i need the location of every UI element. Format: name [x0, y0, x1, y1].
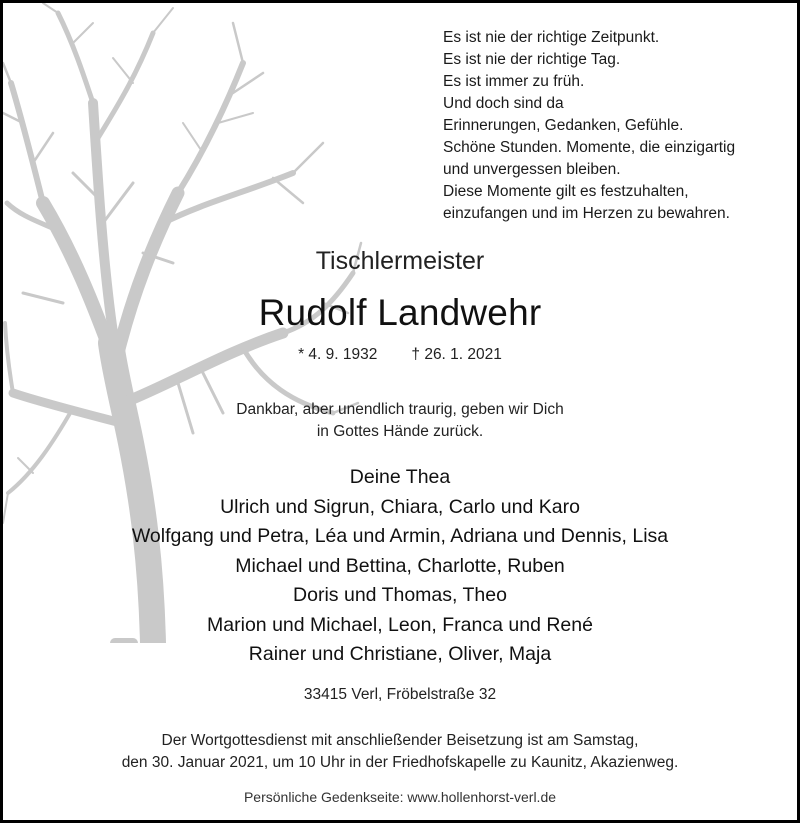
family-list: [3, 463, 797, 670]
poem-line: und unvergessen bleiben.: [443, 161, 621, 178]
service-line: Der Wortgottesdienst mit anschließender Beisetzung ist am Samstag,: [161, 732, 639, 749]
service-line: den 30. Januar 2021, um 10 Uhr in der Friedhofskapelle zu Kaunitz, Akazienweg.: [121, 754, 679, 771]
family-line: Michael und Bettina, Charlotte, Ruben: [235, 554, 565, 577]
poem-line: Erinnerungen, Gedanken, Gefühle.: [443, 117, 684, 134]
poem-line: einzufangen und im Herzen zu bewahren.: [443, 205, 730, 222]
birth-date: * 4. 9. 1932: [298, 346, 378, 363]
death-date: † 26. 1. 2021: [411, 346, 502, 363]
family-line: Rainer und Christiane, Oliver, Maja: [248, 643, 552, 665]
poem-line: Schöne Stunden. Momente, die einzigartig: [443, 139, 736, 156]
service-info: [3, 730, 797, 774]
family-line: Ulrich und Sigrun, Chiara, Carlo und Karo: [220, 495, 580, 518]
poem-line: Es ist immer zu früh.: [443, 73, 585, 90]
family-line: Deine Thea: [349, 466, 451, 488]
farewell-text: [3, 399, 797, 443]
family-line: Marion und Michael, Leon, Franca und René: [207, 613, 593, 636]
poem-line: Diese Momente gilt es festzuhalten,: [443, 183, 689, 200]
poem-line: Und doch sind da: [443, 95, 564, 112]
memorial-page-link: Persönliche Gedenkseite: www.hollenhorst-verl.de: [243, 789, 557, 805]
life-dates: [3, 346, 797, 364]
farewell-line: in Gottes Hände zurück.: [316, 423, 484, 440]
poem: [443, 27, 735, 225]
address: 33415 Verl, Fröbelstraße 32: [303, 686, 497, 703]
family-line: Doris und Thomas, Theo: [293, 584, 507, 606]
family-line: Wolfgang und Petra, Léa und Armin, Adriana und Dennis, Lisa: [131, 525, 669, 547]
poem-line: Es ist nie der richtige Zeitpunkt.: [443, 29, 660, 46]
poem-line: Es ist nie der richtige Tag.: [443, 51, 621, 68]
deceased-name: Rudolf Landwehr: [258, 292, 542, 333]
profession: Tischlermeister: [315, 247, 485, 275]
farewell-line: Dankbar, aber unendlich traurig, geben wir Dich: [236, 401, 564, 418]
